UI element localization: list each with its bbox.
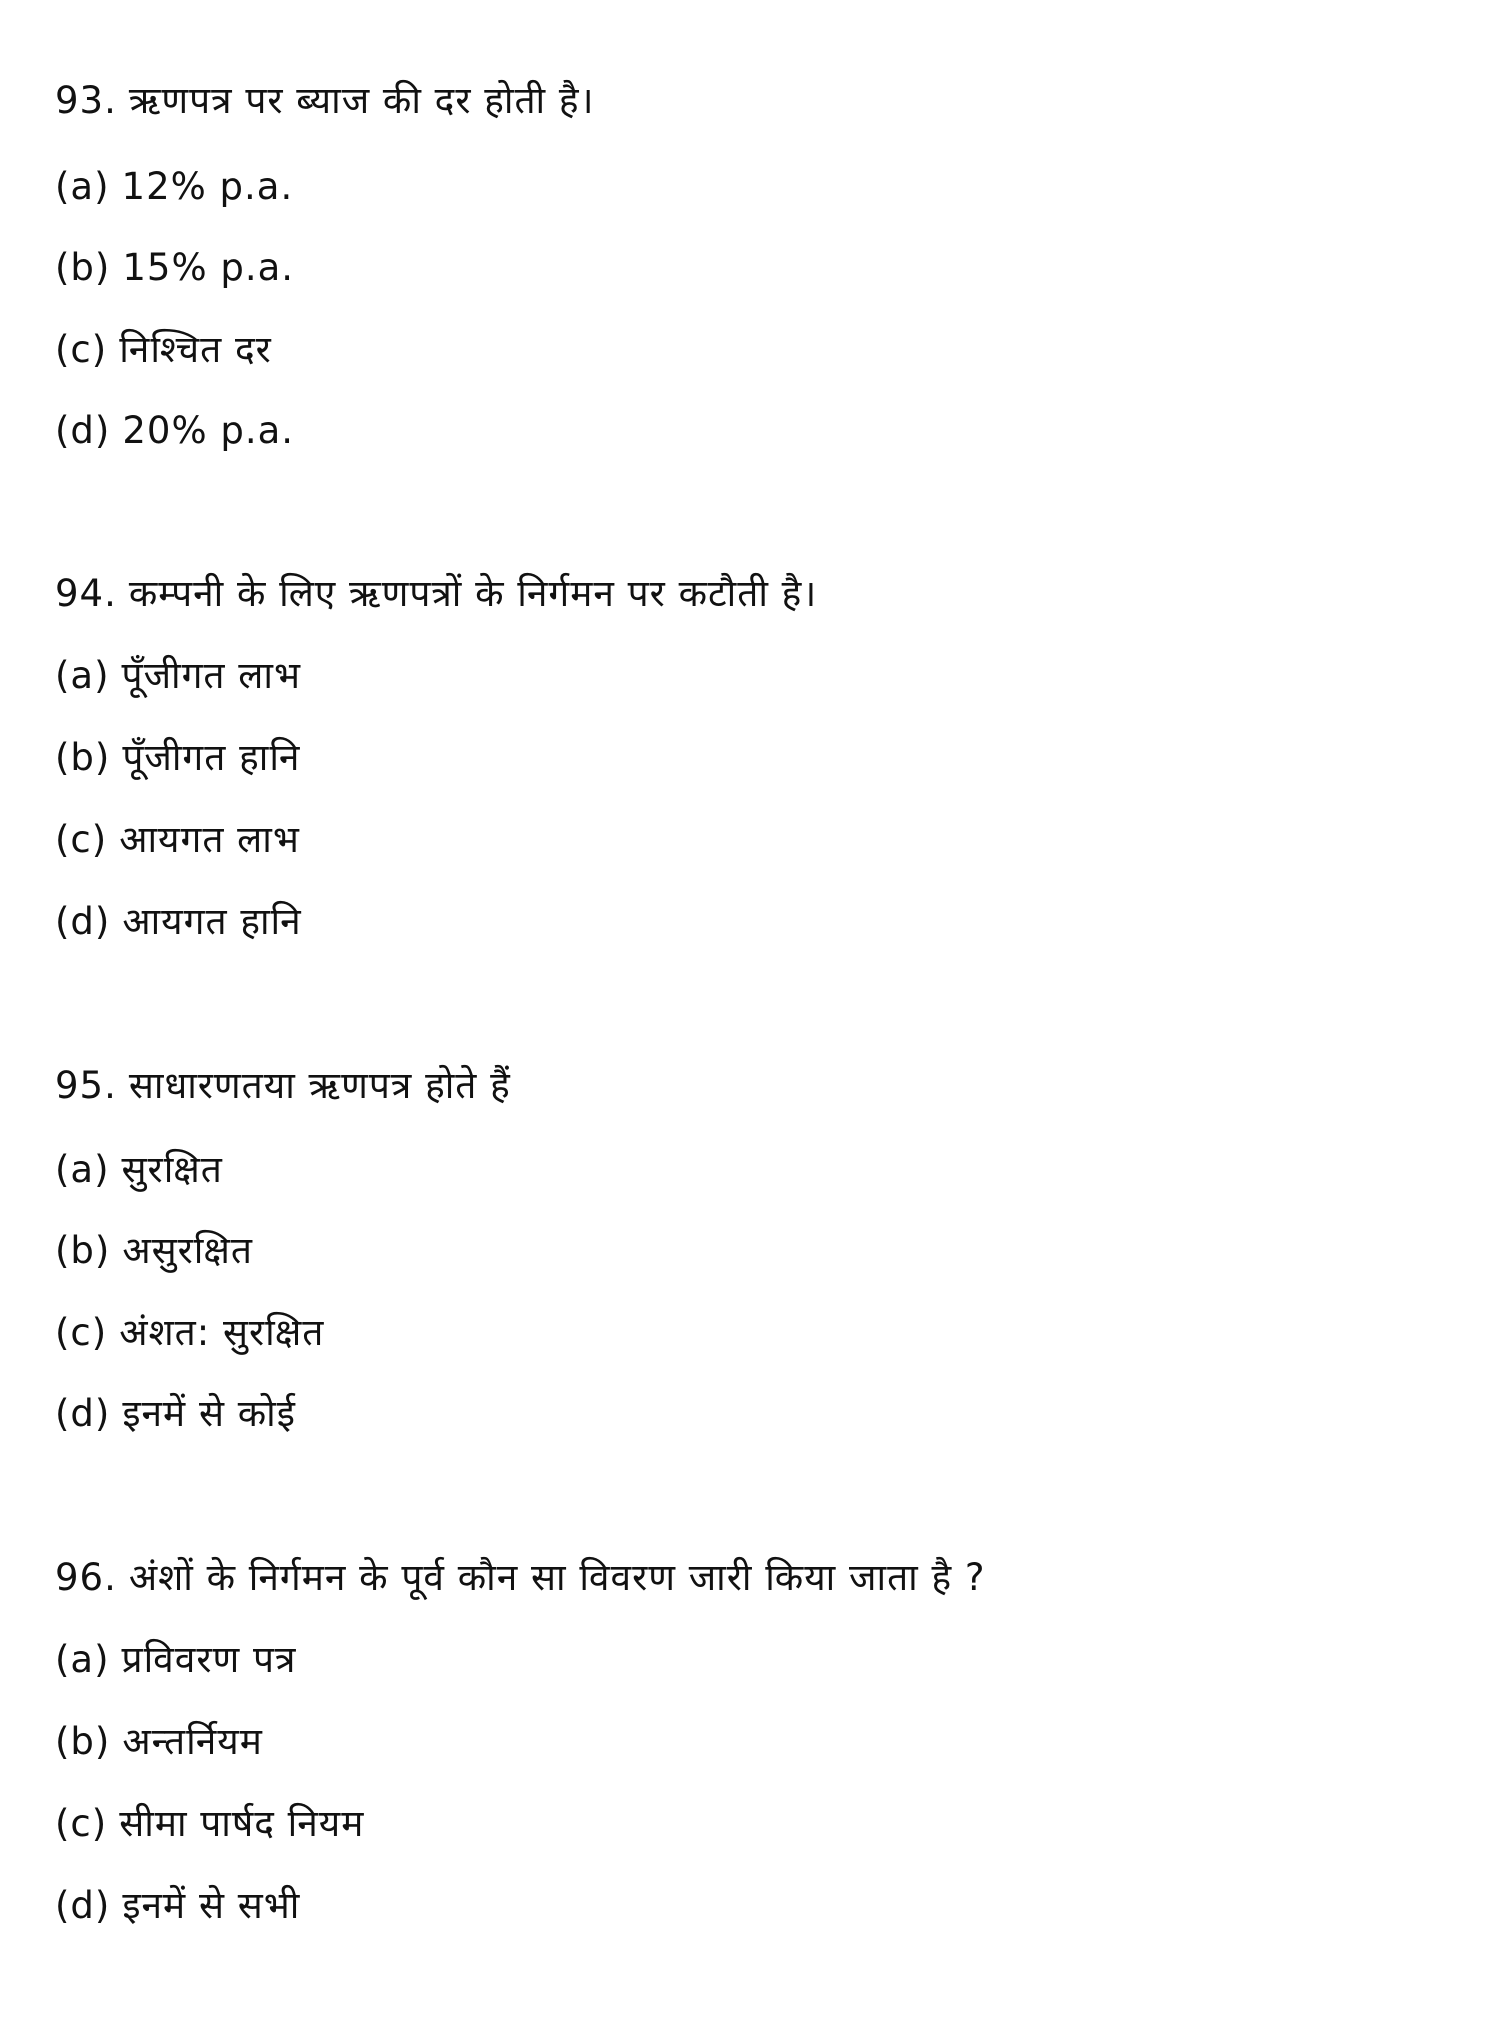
option-label: (c): [55, 328, 108, 371]
question-text: अंशों के निर्गमन के पूर्व कौन सा विवरण जारी किया जाता है ?: [128, 1556, 986, 1599]
option-label: (d): [55, 900, 111, 943]
option-b: [55, 1717, 263, 1767]
question-number: 95.: [55, 1064, 117, 1107]
option-c: [55, 1799, 364, 1849]
question-text: ऋणपत्र पर ब्याज की दर होती है।: [128, 79, 595, 122]
option-a: [55, 651, 301, 701]
option-a: [55, 1635, 296, 1685]
option-d: [55, 406, 294, 456]
option-text: आयगत हानि: [122, 900, 302, 943]
option-text: सीमा पार्षद नियम: [119, 1802, 365, 1845]
option-d: [55, 1881, 300, 1931]
option-label: (b): [55, 1720, 111, 1763]
question-number: 94.: [55, 572, 117, 615]
option-text: पूँजीगत लाभ: [121, 654, 301, 697]
question-96: [55, 1553, 986, 1603]
question-number: 93.: [55, 79, 117, 122]
option-label: (a): [55, 1638, 110, 1681]
option-label: (c): [55, 818, 108, 861]
option-label: (b): [55, 1229, 111, 1272]
option-label: (c): [55, 1311, 108, 1354]
question-93: [55, 76, 595, 126]
option-text: आयगत लाभ: [119, 818, 300, 861]
option-text: इनमें से कोई: [122, 1392, 296, 1435]
option-a: [55, 162, 293, 212]
option-label: (c): [55, 1802, 108, 1845]
option-text: प्रविवरण पत्र: [121, 1638, 297, 1681]
option-text: असुरक्षित: [122, 1229, 253, 1272]
option-c: [55, 325, 272, 375]
option-text: 20% p.a.: [122, 409, 295, 452]
option-b: [55, 243, 294, 293]
question-94: [55, 569, 817, 619]
question-text: साधारणतया ऋणपत्र होते हैं: [128, 1064, 511, 1107]
option-label: (a): [55, 165, 110, 208]
option-text: अन्तर्नियम: [122, 1720, 263, 1763]
question-text: कम्पनी के लिए ऋणपत्रों के निर्गमन पर कटौती है।: [128, 572, 818, 615]
option-label: (d): [55, 409, 111, 452]
option-label: (b): [55, 736, 111, 779]
option-label: (d): [55, 1884, 111, 1927]
option-b: [55, 733, 300, 783]
option-text: 15% p.a.: [122, 246, 295, 289]
option-text: अंशत: सुरक्षित: [119, 1311, 325, 1354]
option-text: सुरक्षित: [121, 1148, 223, 1191]
question-number: 96.: [55, 1556, 117, 1599]
option-label: (a): [55, 654, 110, 697]
option-text: निश्चित दर: [119, 328, 272, 371]
option-text: पूँजीगत हानि: [122, 736, 301, 779]
option-label: (a): [55, 1148, 110, 1191]
option-c: [55, 1308, 324, 1358]
option-label: (d): [55, 1392, 111, 1435]
option-b: [55, 1226, 253, 1276]
option-d: [55, 1389, 296, 1439]
option-c: [55, 815, 300, 865]
option-d: [55, 897, 302, 947]
option-text: इनमें से सभी: [122, 1884, 301, 1927]
question-95: [55, 1061, 511, 1111]
option-label: (b): [55, 246, 111, 289]
option-a: [55, 1145, 223, 1195]
option-text: 12% p.a.: [121, 165, 294, 208]
